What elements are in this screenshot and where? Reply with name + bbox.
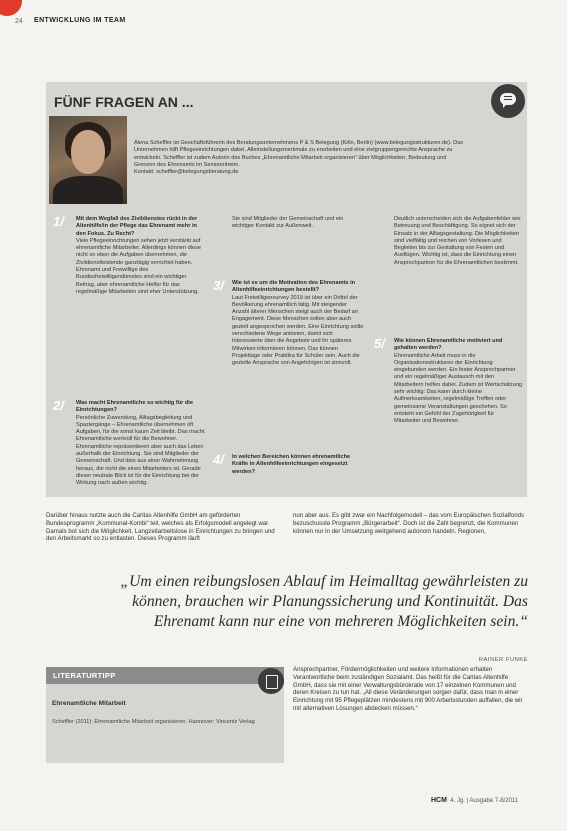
pull-quote: „Um einen reibungslosen Ablauf im Heimalltag gewährleisten zu können, brauchen wir Planungssicherung und Kontinuität. Das Ehrenamt kann nur eine von mehreren Möglichkeiten sein.“: [120, 573, 528, 630]
body-text-bottom: Ansprechpartner, Fördermöglichkeiten und weitere Informationen erhalten Verantwortliche beim zuständigen Sozialamt. Das heißt für die Caritas Altenhilfe GmbH, dass sie mit einer Verwaltungsbürokratie von 17 einzelnen Kommunen und deren Kreisen zu tun hat. „All diese Veränderungen sorgen dafür, dass man in einer Einrichtung mit 95 Pflegeplätzen mindestens mit 900 Arbeitsstunden auffallen, die wir mit alternativen Lösungen abdecken müssen.“: [293, 666, 523, 712]
question-number-3: 3/: [213, 278, 224, 293]
literature-header: LITERATURTIPP: [53, 671, 116, 680]
literature-title: Ehrenamtliche Mitarbeit: [52, 700, 126, 707]
magazine-name: HCM: [431, 797, 447, 804]
body-text-right: nun aber aus. Es gibt zwar ein Nachfolgemodell – das vom Europäischen Sozialfonds bezuschusste Programm „Bürgerarbeit“. Doch ist die Zahl begrenzt, die Kommunen können nur in der Umsetzung weitgehend autonom handeln. Regionen,: [293, 512, 525, 535]
question-block-3: Wie ist es um die Motivation des Ehrenamts in Altenhilfeeinrichtungen bestellt? Laut Freiwilligensurvey 2019 ist über ein Drittel der Bevölkerung ehrenamtlich tätig. Mit steigender Anzahl älterer Menschen steigt auch der Bedarf an Engagement. Diese Menschen sollen aber auch gezielt angesprochen werden. Eine Einrichtung sollte verschiedene Wege anbieten, damit sich Interessierte über die Angebote und ihr späteres Mitwirken informieren können. Das können Projekttage oder Praktika für Schüler sein. Auch die gezielte Ansprache von Angehörigen ist sinnvoll.: [232, 280, 364, 367]
section-rubric: ENTWICKLUNG IM TEAM: [34, 17, 126, 24]
interview-title: FÜNF FRAGEN AN ...: [54, 94, 194, 110]
question-number-4: 4/: [213, 452, 224, 467]
question-block-5: Wie können Ehrenamtliche motiviert und gehalten werden? Ehrenamtliche Arbeit muss in die Organisationsstrukturen der Einrichtung eingebunden werden. Ein fester Ansprechpartner und ein regelmäßiger Austausch mit den Mitarbeitern helfen dabei. Zudem ist Wertschätzung sehr wichtig: Das kann durch kleine Aufmerksamkeiten, regelmäßige Treffen oder gemeinsame Veranstaltungen geschehen. So entsteht ein Gefühl der Zugehörigkeit für Mitarbeiter und Bewohner.: [394, 338, 522, 425]
contact-line: Kontakt: scheffler@belegungsberatung.de: [134, 169, 239, 176]
issue-info: 4. Jg. | Ausgabe 7-8/2011: [450, 798, 519, 804]
body-text-left: Darüber hinaus nutzte auch die Caritas Altenhilfe GmbH am geförderten Bundesprogramm „Kommunal-Kombi“ teil, welches als Erfolgsmodell angelegt war. Damals bot sich die Möglichkeit, Langzeitarbeitslose in Einrichtungen zu bringen und den Arbeitsmarkt so zu entlasten. Dieses Programm läuft: [46, 512, 275, 543]
question-number-1: 1/: [53, 214, 64, 229]
question-block-1: Mit dem Wegfall des Zivildienstes rückt in der Altenhilfe/in der Pflege das Ehrenamt mehr in den Fokus. Zu Recht? Viele Pflegeeinrichtungen sehen jetzt verstärkt auf ehrenamtliche Mitarbeiter. Allerdings können diese nicht so eben die Aufgaben übernehmen, die Zivildienstleistende ganztägig verrichtet haben. Ehrenamt und Freiwillige des Bundesfreiwilligendienstes sind ein wichtiger Beitrag, aber ehrenamtliche Helfer für das regelmäßige Mitarbeiten sind eher Unterstützung.: [76, 216, 201, 295]
question-number-2: 2/: [53, 398, 64, 413]
page-corner-marker: [0, 0, 22, 16]
book-icon: [258, 668, 284, 694]
portrait-photo: [49, 116, 127, 204]
question-number-5: 5/: [374, 336, 385, 351]
question-2-continued: Sie sind Mitglieder der Gemeinschaft und ein wichtiger Kontakt zur Außenwelt.: [232, 216, 344, 230]
question-block-4: In welchen Bereichen können ehrenamtliche Kräfte in Altenhilfeeinrichtungen eingesetzt werden?: [232, 454, 351, 475]
speech-bubble-icon: [491, 84, 525, 118]
question-block-2: Was macht Ehrenamtliche so wichtig für die Einrichtungen? Persönliche Zuwendung, Alltagsbegleitung und Spaziergänge – Ehrenamtliche übernehmen oft Aufgaben, für die sonst kaum Zeit bleibt. Das macht Ehrenamtliche wertvoll für die Bewohner. Ehrenamtliche repräsentieren aber auch das Leben außerhalb der Einrichtung. Sie sind Mitglieder der Gemeinschaft. Und dies aus einer Wahrnehmung heraus, die nicht die eines Mitarbeiters ist. Gerade dieser neutrale Blick ist für die Einrichtung bei der Wirkung nach außen wichtig.: [76, 400, 205, 487]
quote-author: RAINER FUNKE: [478, 657, 528, 663]
interviewee-bio: Alena Scheffler ist Geschäftsführerin des Beratungsunternehmens P & S Belegung (Köln, Berlin) (www.belegungsstrukturen.de). Das Unternehmen hilft Pflegeeinrichtungen dabei, Alleinstellungsmerkmale zu erarbeiten und eine zielgruppengerechte Ansprache zu entwickeln. Scheffler ist zudem Autorin des Buches „Ehrenamtliche Mitarbeit organisieren“ über Möglichkeiten, Bedeutung und Grenzen des Ehrenamts im Seniorenheim. Kontakt: scheffler@belegungsberatung.de: [134, 140, 464, 176]
literature-source: Scheffler (2011): Ehrenamtliche Mitarbeit organisieren. Hannover: Vincentz Verlag: [52, 719, 255, 725]
question-4-answer: Deutlich unterscheiden sich die Aufgabenfelder wie Betreuung und Beschäftigung. So eignet sich der Einsatz in der Alltagsgestaltung. Die Möglichkeiten sind vielfältig und reichen von Vorlesen und Begleiten bis zur Gestaltung von Festen und Ausflügen. Wichtig ist, dass die Einrichtung einen Ansprechpartner für die Ehrenamtlichen bestimmt.: [394, 216, 521, 266]
footer: [431, 797, 518, 804]
page-number: 24: [15, 18, 23, 25]
